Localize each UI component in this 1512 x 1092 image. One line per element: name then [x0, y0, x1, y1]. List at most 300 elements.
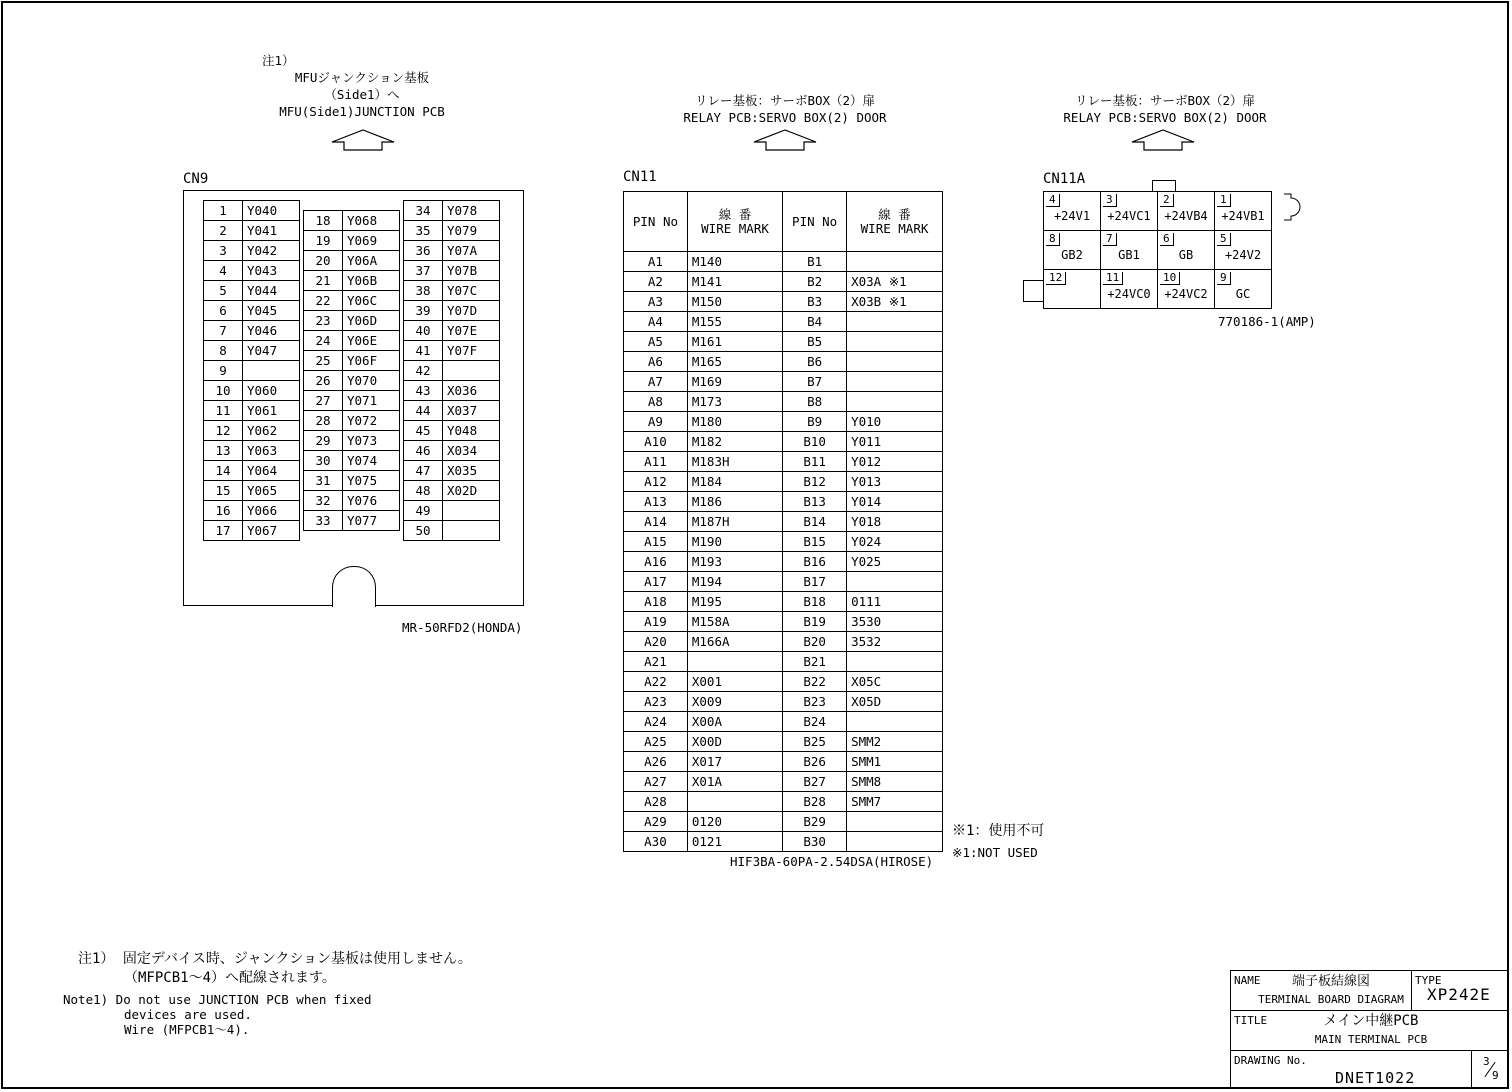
- pin-number: 8: [204, 341, 243, 361]
- wire-mark: Y078: [443, 201, 500, 221]
- pin-b: B27: [783, 772, 847, 792]
- name-jp: 端子板結線図: [1291, 974, 1370, 989]
- cn11a-pin-number: 4: [1046, 194, 1060, 207]
- cn9-pin-row: [304, 271, 400, 291]
- cn11-pin-row: [624, 432, 943, 452]
- pin-number: 49: [404, 501, 443, 521]
- pin-number: 36: [404, 241, 443, 261]
- cn11a-pin-number: 6: [1160, 233, 1174, 246]
- cn11a-pin-number: 9: [1217, 272, 1231, 285]
- cn11-pin-row: [624, 732, 943, 752]
- cn9-pin-row: [404, 521, 500, 541]
- cn11-label: CN11: [623, 169, 657, 185]
- cn11-pin-row: [624, 452, 943, 472]
- cn11a-signal: +24VB4: [1164, 209, 1208, 223]
- pin-number: 21: [304, 271, 343, 291]
- wire-mark: Y076: [343, 491, 400, 511]
- cn11-footnote-jp: ※1：使用不可: [952, 823, 1045, 839]
- cn11-pin-row: [624, 752, 943, 772]
- cn11a-part-number: 770186-1(AMP): [1218, 314, 1316, 329]
- pin-a: A21: [624, 652, 688, 672]
- cn9-pin-row: [404, 201, 500, 221]
- pin-number: 16: [204, 501, 243, 521]
- pin-number: 22: [304, 291, 343, 311]
- cn9-pin-row: [204, 441, 300, 461]
- pin-b: B21: [783, 652, 847, 672]
- pin-b: B26: [783, 752, 847, 772]
- pin-a: A28: [624, 792, 688, 812]
- cn9-pin-row: [404, 501, 500, 521]
- pin-a: A11: [624, 452, 688, 472]
- cn11-pin-row: [624, 632, 943, 652]
- pin-number: 41: [404, 341, 443, 361]
- cn9-dest-en: MFU(Side1)JUNCTION PCB: [279, 104, 445, 119]
- cn11-pin-row: [624, 332, 943, 352]
- cn11a-signal: +24VC0: [1107, 287, 1151, 301]
- cn11-pin-row: [624, 292, 943, 312]
- cn9-pin-row: [204, 421, 300, 441]
- pin-number: 31: [304, 471, 343, 491]
- pin-b: B10: [783, 432, 847, 452]
- cn11a-pin-number: 8: [1046, 233, 1060, 246]
- pin-b: B28: [783, 792, 847, 812]
- pin-number: 15: [204, 481, 243, 501]
- pin-a: A19: [624, 612, 688, 632]
- note-en-line1: Note1) Do not use JUNCTION PCB when fixed: [63, 992, 372, 1007]
- wire-b: [847, 572, 943, 592]
- cn9-pin-row: [204, 241, 300, 261]
- wire-mark: [243, 361, 300, 381]
- wire-mark: Y062: [243, 421, 300, 441]
- cn11-dest-jp: リレー基板：サーボBOX（2）扉: [694, 93, 876, 108]
- cn9-pin-row: [304, 251, 400, 271]
- wire-b: Y024: [847, 532, 943, 552]
- pin-number: 24: [304, 331, 343, 351]
- wire-mark: Y060: [243, 381, 300, 401]
- wire-a: M194: [687, 572, 782, 592]
- cn9-pin-row: [304, 511, 400, 531]
- cn11a-label: CN11A: [1043, 171, 1086, 187]
- wire-a: M184: [687, 472, 782, 492]
- cn11-pin-row: [624, 312, 943, 332]
- wire-a: M195: [687, 592, 782, 612]
- cn11-pin-row: [624, 832, 943, 852]
- pin-b: B29: [783, 812, 847, 832]
- pin-a: A25: [624, 732, 688, 752]
- cn9-pin-row: [204, 361, 300, 381]
- wire-mark: Y065: [243, 481, 300, 501]
- wire-b: SMM8: [847, 772, 943, 792]
- wire-b: Y014: [847, 492, 943, 512]
- cn11a-row: [1044, 270, 1272, 309]
- cn9-pin-row: [204, 301, 300, 321]
- pin-number: 28: [304, 411, 343, 431]
- wire-a: M193: [687, 552, 782, 572]
- pin-a: A3: [624, 292, 688, 312]
- pin-number: 13: [204, 441, 243, 461]
- wire-b: Y011: [847, 432, 943, 452]
- cn11-pin-row: [624, 412, 943, 432]
- pin-number: 7: [204, 321, 243, 341]
- cn9-pin-row: [404, 401, 500, 421]
- cn11a-pin-number: 12: [1046, 272, 1066, 285]
- wire-b: X05D: [847, 692, 943, 712]
- wire-a: M166A: [687, 632, 782, 652]
- pin-a: A8: [624, 392, 688, 412]
- cn11a-pin-number: 7: [1103, 233, 1117, 246]
- wire-mark: Y06E: [343, 331, 400, 351]
- wire-mark: Y070: [343, 371, 400, 391]
- wire-mark: Y045: [243, 301, 300, 321]
- cn9-pin-row: [304, 411, 400, 431]
- cn11a-side-latch: [1283, 192, 1305, 222]
- cn11-pin-row: [624, 772, 943, 792]
- pin-number: 14: [204, 461, 243, 481]
- cn11a-cell: [1215, 270, 1272, 309]
- cn9-pin-row: [204, 481, 300, 501]
- wire-a: X009: [687, 692, 782, 712]
- cn11-pin-row: [624, 472, 943, 492]
- name-en: TERMINAL BOARD DIAGRAM: [1258, 993, 1404, 1006]
- wire-b: X03A ※1: [847, 272, 943, 292]
- wire-a: X01A: [687, 772, 782, 792]
- cn9-pin-row: [404, 361, 500, 381]
- cn11a-up-arrow-icon: [1130, 128, 1196, 152]
- pin-a: A27: [624, 772, 688, 792]
- title-label: TITLE: [1234, 1014, 1268, 1027]
- wire-mark: Y06B: [343, 271, 400, 291]
- cn9-pin-row: [404, 281, 500, 301]
- wire-mark: Y07F: [443, 341, 500, 361]
- wire-a: M180: [687, 412, 782, 432]
- pin-number: 50: [404, 521, 443, 541]
- cn11-part-number: HIF3BA-60PA-2.54DSA(HIROSE): [730, 854, 934, 869]
- wire-mark: X02D: [443, 481, 500, 501]
- wire-b: [847, 312, 943, 332]
- wire-mark: Y079: [443, 221, 500, 241]
- cn9-part-number: MR-50RFD2(HONDA): [402, 620, 523, 635]
- wire-mark: Y046: [243, 321, 300, 341]
- cn9-pin-row: [304, 211, 400, 231]
- pin-number: 23: [304, 311, 343, 331]
- pin-b: B12: [783, 472, 847, 492]
- pin-number: 25: [304, 351, 343, 371]
- cn9-pin-row: [404, 321, 500, 341]
- cn11-pin-row: [624, 652, 943, 672]
- note-en-line3: Wire (MFPCB1〜4).: [124, 1022, 250, 1037]
- pin-b: B30: [783, 832, 847, 852]
- wire-b: SMM2: [847, 732, 943, 752]
- cn9-pin-row: [304, 351, 400, 371]
- title-block-title-row: [1231, 1011, 1507, 1051]
- wire-mark: X035: [443, 461, 500, 481]
- pin-number: 32: [304, 491, 343, 511]
- wire-mark: Y075: [343, 471, 400, 491]
- wire-a: 0121: [687, 832, 782, 852]
- cn11a-left-latch: [1023, 280, 1044, 302]
- wire-mark: Y073: [343, 431, 400, 451]
- wire-b: [847, 372, 943, 392]
- wire-mark: Y07A: [443, 241, 500, 261]
- cn11-header-wire-b: 線 番 WIRE MARK: [847, 192, 943, 252]
- cn11a-signal: +24VB1: [1221, 209, 1265, 223]
- title-block-drawing-row: [1231, 1051, 1507, 1089]
- wire-a: M186: [687, 492, 782, 512]
- wire-a: X00A: [687, 712, 782, 732]
- cn9-pin-row: [204, 381, 300, 401]
- pin-number: 48: [404, 481, 443, 501]
- pin-b: B20: [783, 632, 847, 652]
- cn11-pin-row: [624, 532, 943, 552]
- wire-a: M183H: [687, 452, 782, 472]
- wire-mark: Y07C: [443, 281, 500, 301]
- cn11a-cell: [1101, 192, 1158, 231]
- pin-a: A18: [624, 592, 688, 612]
- pin-number: 39: [404, 301, 443, 321]
- cn9-note-ref: 注1）: [262, 53, 295, 68]
- sheet-total: 9: [1492, 1069, 1499, 1082]
- pin-b: B4: [783, 312, 847, 332]
- pin-number: 2: [204, 221, 243, 241]
- cn11-footnote-en: ※1:NOT USED: [952, 845, 1038, 860]
- pin-a: A2: [624, 272, 688, 292]
- cn11-pin-row: [624, 512, 943, 532]
- pin-number: 47: [404, 461, 443, 481]
- cn11a-dest-jp: リレー基板：サーボBOX（2）扉: [1074, 93, 1256, 108]
- cn11a-cell: [1215, 231, 1272, 270]
- pin-b: B14: [783, 512, 847, 532]
- wire-a: M190: [687, 532, 782, 552]
- cn11a-grid: [1043, 191, 1272, 309]
- pin-b: B7: [783, 372, 847, 392]
- cn11-header-pin-b: PIN No: [783, 192, 847, 252]
- wire-a: X001: [687, 672, 782, 692]
- cn9-pin-row: [304, 491, 400, 511]
- pin-number: 11: [204, 401, 243, 421]
- cn9-pin-row: [304, 331, 400, 351]
- cn11a-signal: GB1: [1118, 248, 1140, 262]
- pin-number: 43: [404, 381, 443, 401]
- cn9-pin-row: [204, 281, 300, 301]
- pin-number: 30: [304, 451, 343, 471]
- cn11a-signal: +24VC1: [1107, 209, 1151, 223]
- pin-number: 29: [304, 431, 343, 451]
- cn11a-pin-number: 11: [1103, 272, 1123, 285]
- pin-a: A9: [624, 412, 688, 432]
- wire-a: X017: [687, 752, 782, 772]
- pin-b: B15: [783, 532, 847, 552]
- title-en: MAIN TERMINAL PCB: [1314, 1033, 1428, 1046]
- cn11a-signal: +24V1: [1053, 209, 1091, 223]
- wire-mark: Y043: [243, 261, 300, 281]
- cn11-pin-row: [624, 272, 943, 292]
- wire-mark: Y066: [243, 501, 300, 521]
- cn11a-cell: [1044, 231, 1101, 270]
- cn9-column-1: [203, 200, 300, 541]
- pin-b: B8: [783, 392, 847, 412]
- wire-b: [847, 712, 943, 732]
- pin-number: 20: [304, 251, 343, 271]
- cn11a-cell: [1044, 270, 1101, 309]
- wire-b: [847, 332, 943, 352]
- wire-b: [847, 652, 943, 672]
- pin-number: 10: [204, 381, 243, 401]
- pin-number: 18: [304, 211, 343, 231]
- cn11-pin-row: [624, 612, 943, 632]
- note-jp-line2: （MFPCB1〜4）へ配線されます。: [124, 970, 336, 986]
- pin-a: A24: [624, 712, 688, 732]
- wire-a: M158A: [687, 612, 782, 632]
- pin-a: A12: [624, 472, 688, 492]
- wire-a: 0120: [687, 812, 782, 832]
- wire-mark: Y067: [243, 521, 300, 541]
- wire-a: X00D: [687, 732, 782, 752]
- pin-a: A15: [624, 532, 688, 552]
- wire-b: Y010: [847, 412, 943, 432]
- pin-number: 12: [204, 421, 243, 441]
- cn11-table-wrap: [623, 191, 943, 852]
- wire-mark: Y06A: [343, 251, 400, 271]
- pin-b: B1: [783, 252, 847, 272]
- pin-b: B13: [783, 492, 847, 512]
- pin-a: A20: [624, 632, 688, 652]
- pin-b: B9: [783, 412, 847, 432]
- cn9-pin-row: [204, 521, 300, 541]
- pin-a: A5: [624, 332, 688, 352]
- pin-a: A17: [624, 572, 688, 592]
- wire-mark: X034: [443, 441, 500, 461]
- cn9-connector: [183, 190, 524, 606]
- cn11a-cell: [1158, 192, 1215, 231]
- pin-number: 45: [404, 421, 443, 441]
- pin-number: 4: [204, 261, 243, 281]
- pin-a: A16: [624, 552, 688, 572]
- wire-b: [847, 812, 943, 832]
- pin-a: A23: [624, 692, 688, 712]
- pin-b: B17: [783, 572, 847, 592]
- pin-b: B2: [783, 272, 847, 292]
- wire-a: M173: [687, 392, 782, 412]
- cn9-pin-row: [304, 291, 400, 311]
- pin-number: 1: [204, 201, 243, 221]
- wire-a: [687, 792, 782, 812]
- wire-a: M140: [687, 252, 782, 272]
- pin-number: 19: [304, 231, 343, 251]
- wire-mark: [443, 521, 500, 541]
- cn11-pin-row: [624, 372, 943, 392]
- wire-mark: Y06C: [343, 291, 400, 311]
- cn11-pin-row: [624, 592, 943, 612]
- pin-number: 38: [404, 281, 443, 301]
- pin-number: 42: [404, 361, 443, 381]
- cn11-pin-row: [624, 552, 943, 572]
- pin-b: B16: [783, 552, 847, 572]
- cn9-pin-row: [404, 481, 500, 501]
- wire-mark: Y071: [343, 391, 400, 411]
- wire-a: M150: [687, 292, 782, 312]
- cn9-pin-row: [404, 441, 500, 461]
- cn11-header-wire-a: 線 番 WIRE MARK: [687, 192, 782, 252]
- wire-mark: Y06D: [343, 311, 400, 331]
- cn9-pin-row: [204, 341, 300, 361]
- wire-b: SMM7: [847, 792, 943, 812]
- wire-mark: Y07E: [443, 321, 500, 341]
- wire-mark: Y042: [243, 241, 300, 261]
- pin-b: B11: [783, 452, 847, 472]
- pin-b: B5: [783, 332, 847, 352]
- pin-b: B18: [783, 592, 847, 612]
- wire-mark: [443, 361, 500, 381]
- pin-b: B22: [783, 672, 847, 692]
- drawing-number: DNET1022: [1335, 1069, 1416, 1087]
- cn11a-row: [1044, 192, 1272, 231]
- wire-b: Y018: [847, 512, 943, 532]
- pin-number: 5: [204, 281, 243, 301]
- cn11a-signal: +24VC2: [1164, 287, 1208, 301]
- pin-a: A4: [624, 312, 688, 332]
- wire-b: X05C: [847, 672, 943, 692]
- wire-a: [687, 652, 782, 672]
- cn9-pin-row: [204, 201, 300, 221]
- cn9-pin-row: [204, 221, 300, 241]
- wire-mark: Y061: [243, 401, 300, 421]
- cn11a-cell: [1158, 270, 1215, 309]
- cn9-pin-row: [304, 371, 400, 391]
- cn9-pin-row: [404, 221, 500, 241]
- pin-a: A1: [624, 252, 688, 272]
- pin-number: 46: [404, 441, 443, 461]
- cn9-pin-row: [404, 301, 500, 321]
- cn9-pin-row: [304, 451, 400, 471]
- wire-b: SMM1: [847, 752, 943, 772]
- cn11-pin-row: [624, 792, 943, 812]
- cn9-label: CN9: [183, 171, 209, 187]
- wire-b: 0111: [847, 592, 943, 612]
- wire-mark: Y068: [343, 211, 400, 231]
- cn9-pin-row: [204, 461, 300, 481]
- cn9-pin-row: [304, 231, 400, 251]
- wire-mark: Y044: [243, 281, 300, 301]
- cn11a-signal: GB2: [1061, 248, 1083, 262]
- wire-a: M155: [687, 312, 782, 332]
- cn11a-signal: GB: [1178, 248, 1194, 262]
- cn9-pin-row: [204, 401, 300, 421]
- cn11-pin-row: [624, 572, 943, 592]
- cn9-dest-jp1: MFUジャンクション基板: [294, 70, 430, 85]
- wire-b: Y025: [847, 552, 943, 572]
- cn9-column-3: [403, 200, 500, 541]
- drawing-label: DRAWING No.: [1234, 1054, 1307, 1067]
- wire-b: [847, 832, 943, 852]
- cn11-dest-en: RELAY PCB:SERVO BOX(2) DOOR: [683, 110, 887, 125]
- wire-b: Y012: [847, 452, 943, 472]
- wire-a: M169: [687, 372, 782, 392]
- pin-a: A22: [624, 672, 688, 692]
- pin-number: 33: [304, 511, 343, 531]
- cn11-header-pin-a: PIN No: [624, 192, 688, 252]
- cn11a-pin-number: 10: [1160, 272, 1180, 285]
- wire-a: M182: [687, 432, 782, 452]
- cn9-pin-row: [204, 501, 300, 521]
- wire-mark: Y063: [243, 441, 300, 461]
- pin-b: B3: [783, 292, 847, 312]
- title-block-name-row: [1231, 971, 1507, 1011]
- pin-b: B6: [783, 352, 847, 372]
- cn9-up-arrow-icon: [330, 128, 396, 152]
- wire-b: 3530: [847, 612, 943, 632]
- wire-a: M187H: [687, 512, 782, 532]
- cn11-up-arrow-icon: [752, 128, 818, 152]
